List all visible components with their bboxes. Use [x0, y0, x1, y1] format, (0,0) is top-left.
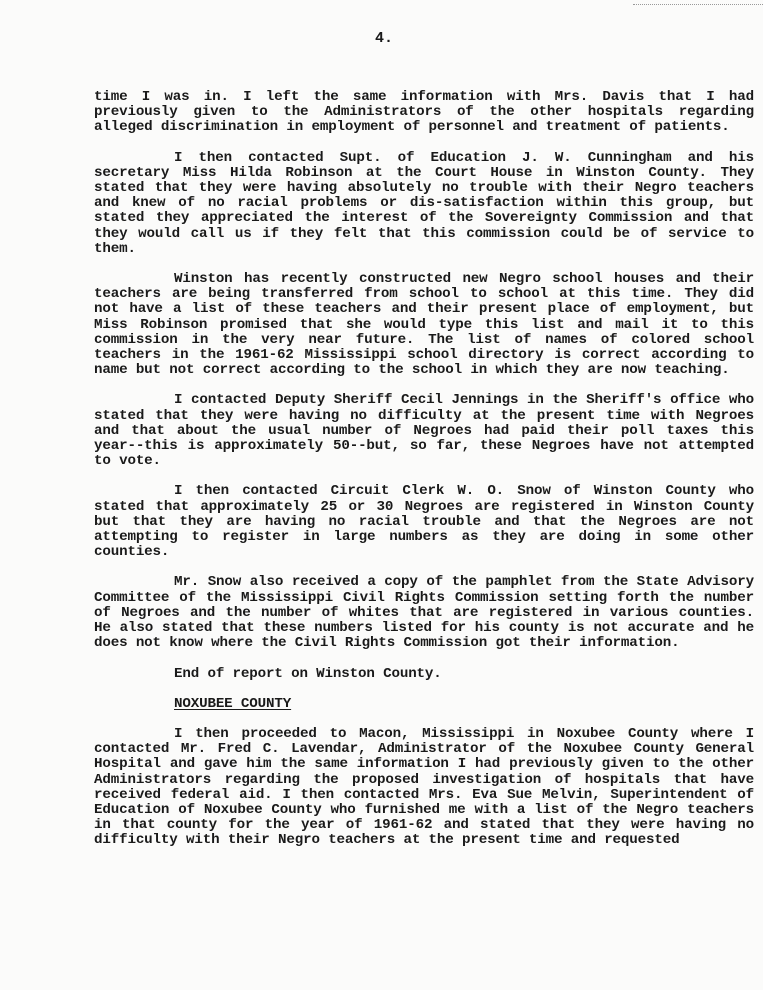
paragraph-pamphlet: Mr. Snow also received a copy of the pamphlet from the State Advisory Committee of the Mississippi Civil Rights Commission setting forth the number of Negroes and the number of whites that are registered in various counties. He also stated that these numbers listed for his county is not accurate and he does not know where the Civil Rights Commission got their information.	[94, 574, 754, 652]
section-heading-noxubee: NOXUBEE COUNTY	[174, 695, 292, 712]
paragraph-sheriff: I contacted Deputy Sheriff Cecil Jennings in the Sheriff's office who stated that they were having no difficulty at the present time with Negroes and that about the usual number of Negroes had paid their poll taxes this year--this is approximately 50--but, so far, these Negroes have not attempted to vote.	[94, 392, 754, 470]
report-body	[94, 90, 754, 864]
paragraph-continued: time I was in. I left the same information with Mrs. Davis that I had previously given to the Administrators of the other hospitals regarding alleged discrimination in employment of personnel and treatment of patients.	[94, 89, 754, 136]
page-number: 4.	[374, 30, 393, 47]
paragraph-winston-schools: Winston has recently constructed new Negro school houses and their teachers are being transferred from school to school at this time. They did not have a list of these teachers and their present place of employment, but Miss Robinson promised that she would type this list and mail it to this commission in the very near future. The list of names of colored school teachers in the 1961-62 Mississippi school directory is correct according to name but not correct according to the school in which they are now teaching.	[94, 271, 754, 379]
paragraph-cunningham: I then contacted Supt. of Education J. W. Cunningham and his secretary Miss Hilda Robinson at the Court House in Winston County. They stated that they were having absolutely no trouble with their Negro teachers and knew of no racial problems or dis-satisfaction within this group, but stated they appreciated the interest of the Sovereignty Commission and that they would call us if they felt that this commission could be of service to them.	[94, 149, 754, 257]
corner-mark	[633, 0, 763, 5]
paragraph-macon: I then proceeded to Macon, Mississippi in Noxubee County where I contacted Mr. Fred C. Lavendar, Administrator of the Noxubee County General Hospital and gave him the same information I had previously given to the other Administrators regarding the proposed investigation of hospitals that have received federal aid. I then contacted Mrs. Eva Sue Melvin, Superintendent of Education of Noxubee County who furnished me with a list of the Negro teachers in that county for the year of 1961-62 and stated that they were having no difficulty with their Negro teachers at the present time and requested	[94, 725, 754, 849]
paragraph-circuit-clerk: I then contacted Circuit Clerk W. O. Snow of Winston County who stated that approximately 25 or 30 Negroes are registered in Winston County but that they are having no racial trouble and that the Negroes are not attempting to register in large numbers as they are doing in some other counties.	[94, 483, 754, 561]
end-of-report-note: End of report on Winston County.	[174, 665, 442, 682]
